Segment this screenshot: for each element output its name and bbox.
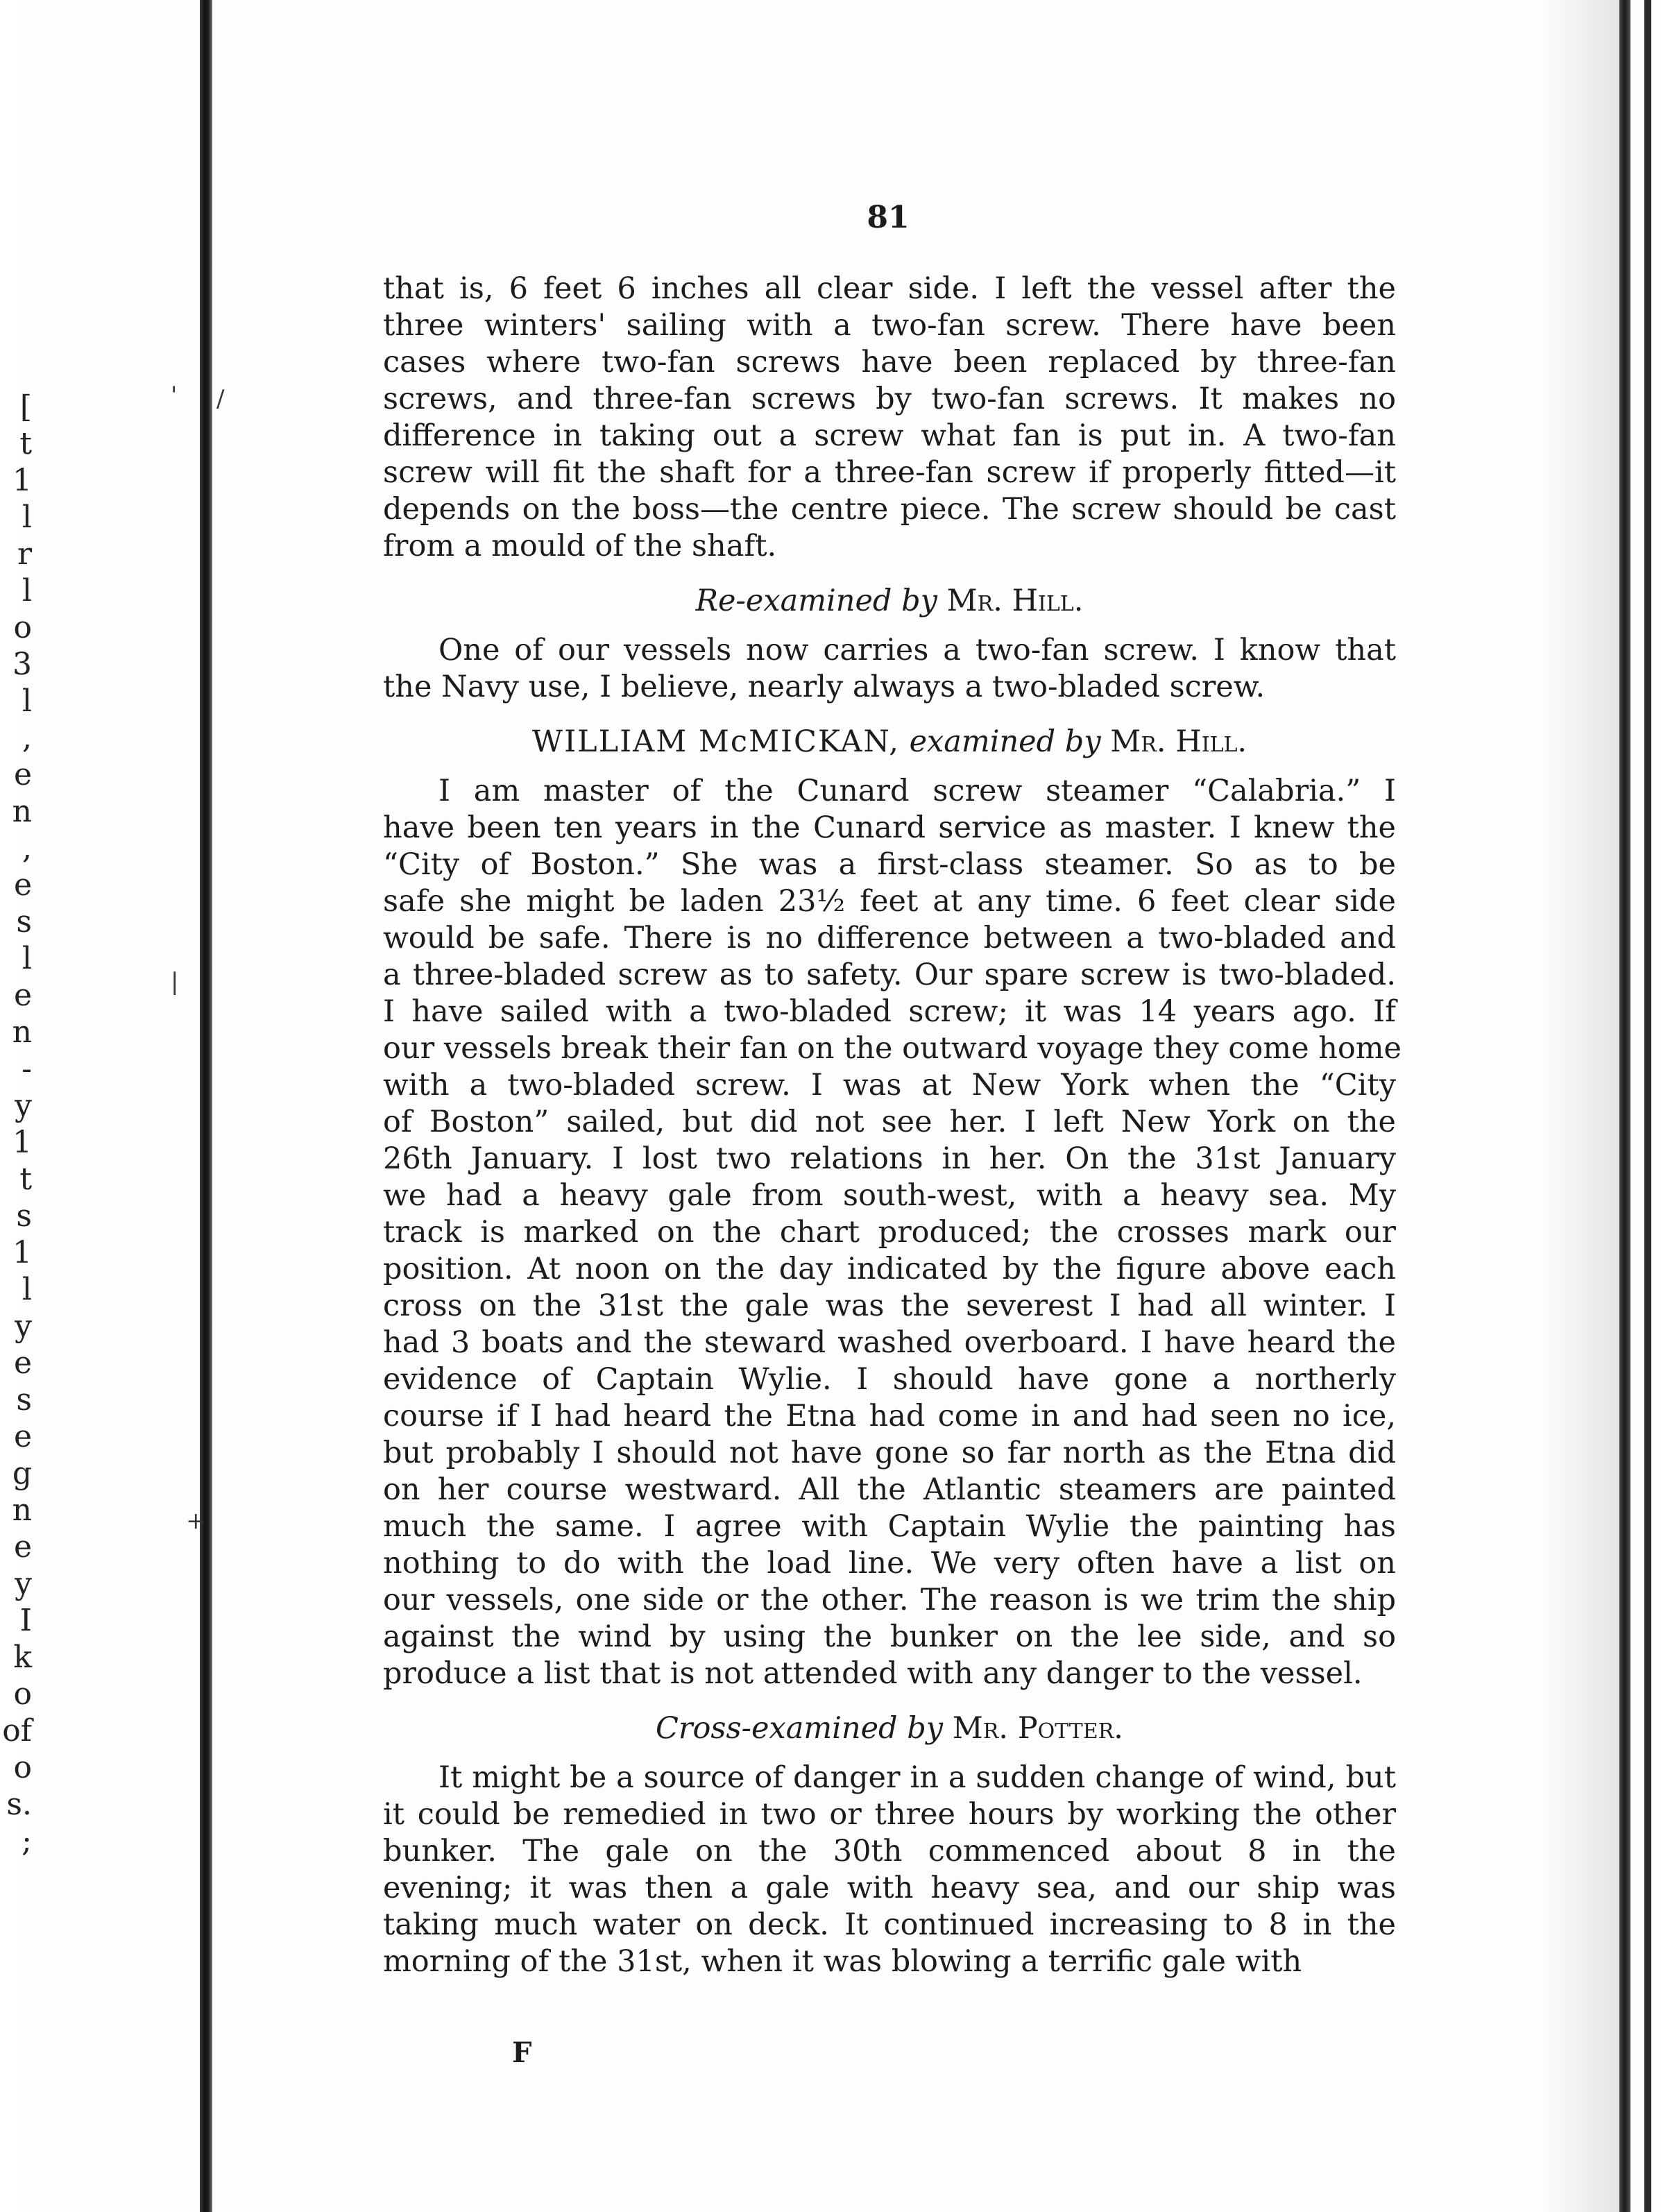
bleed-glyph: e <box>13 757 32 792</box>
bleed-glyph: s. <box>6 1787 32 1822</box>
text-line: I am master of the Cunard screw steamer “Calabria.” I <box>438 774 1396 808</box>
binding-spine <box>200 0 212 2212</box>
text-line: with a two-bladed screw. I was at New York when the “City <box>383 1068 1396 1103</box>
text-line: our vessels break their fan on the outward voyage they come home <box>383 1031 1402 1066</box>
text-line: from a mould of the shaft. <box>383 529 777 563</box>
bleed-glyph: n <box>12 1014 32 1050</box>
bleed-glyph: g <box>12 1456 32 1491</box>
text-line: against the wind by using the bunker on the lee side, and so <box>383 1619 1396 1654</box>
text-line: difference in taking out a screw what fan is put in. A two-fan <box>383 418 1396 453</box>
text-line: would be safe. There is no difference between a two-bladed and <box>383 921 1396 955</box>
text-line: a three-bladed screw as to safety. Our spare screw is two-bladed. <box>383 958 1396 992</box>
scan-frame-outer-edge <box>1644 0 1651 2212</box>
text-line: track is marked on the chart produced; the crosses mark our <box>383 1215 1396 1250</box>
bleed-glyph: e <box>13 867 32 903</box>
text-line: depends on the boss—the centre piece. The screw should be cast <box>383 492 1396 527</box>
bleed-glyph: , <box>22 720 32 756</box>
text-line: cross on the 31st the gale was the severest I had all winter. I <box>383 1288 1396 1323</box>
bleed-glyph: 1 <box>12 1125 32 1160</box>
heading-italic-text: Re-examined by <box>695 584 937 618</box>
text-line: One of our vessels now carries a two-fan screw. I know that <box>438 633 1396 667</box>
text-line: “City of Boston.” She was a first-class steamer. So as to be <box>383 847 1396 882</box>
text-line: evidence of Captain Wylie. I should have gone a northerly <box>383 1362 1396 1397</box>
paragraph <box>383 632 1396 706</box>
text-line: but probably I should not have gone so far north as the Etna did <box>383 1436 1396 1470</box>
text-line: we had a heavy gale from south-west, with a heavy sea. My <box>383 1178 1396 1213</box>
page-number: 81 <box>867 200 910 235</box>
bleed-glyph: o <box>13 610 32 645</box>
paragraph <box>383 271 1396 565</box>
text-line: screws, and three-fan screws by two-fan screws. It makes no <box>383 382 1396 416</box>
bleed-glyph: l <box>22 1272 32 1307</box>
text-line: screw will fit the shaft for a three-fan screw if properly fitted—it <box>383 455 1396 490</box>
section-heading <box>383 583 1396 620</box>
scan-speck: | <box>171 968 179 996</box>
bleed-glyph: y <box>15 1088 32 1123</box>
bleed-glyph: e <box>13 1529 32 1565</box>
paragraph <box>383 773 1402 1692</box>
bleed-glyph: [ <box>19 389 32 425</box>
text-line: on her course westward. All the Atlantic steamers are painted <box>383 1472 1396 1507</box>
bleed-glyph: l <box>22 573 32 609</box>
text-line: much the same. I agree with Captain Wylie the painting has <box>383 1509 1396 1544</box>
bleed-glyph: e <box>13 1419 32 1454</box>
text-line: bunker. The gale on the 30th commenced about 8 in the <box>383 1834 1396 1869</box>
text-line: I have sailed with a two-bladed screw; it was 14 years ago. If <box>383 994 1396 1029</box>
bleed-glyph: I <box>19 1603 32 1638</box>
witness-name: WILLIAM McMICKAN, <box>531 724 900 759</box>
examiner-name: Mr. Hill. <box>946 584 1084 618</box>
bleed-glyph: t <box>19 1162 32 1197</box>
bleed-glyph: e <box>13 978 32 1013</box>
bleed-glyph: - <box>22 1051 32 1087</box>
text-line: safe she might be laden 23½ feet at any time. 6 feet clear side <box>383 884 1396 919</box>
bleed-glyph: of <box>2 1713 32 1749</box>
text-line: morning of the 31st, when it was blowing a terrific gale with <box>383 1944 1302 1979</box>
text-line: taking much water on deck. It continued increasing to 8 in the <box>383 1907 1396 1942</box>
text-line: evening; it was then a gale with heavy sea, and our ship was <box>383 1871 1396 1905</box>
bleed-glyph: l <box>22 683 32 719</box>
text-line: position. At noon on the day indicated by the figure above each <box>383 1252 1396 1286</box>
scan-speck: + <box>186 1507 206 1535</box>
text-line: had 3 boats and the steward washed overboard. I have heard the <box>383 1325 1396 1360</box>
section-heading <box>383 724 1396 760</box>
bleed-glyph: n <box>12 1492 32 1528</box>
printer-signature-mark: F <box>512 2036 532 2069</box>
bleed-glyph: o <box>13 1750 32 1785</box>
bleed-glyph: , <box>22 831 32 866</box>
text-line: have been ten years in the Cunard service as master. I knew the <box>383 810 1396 845</box>
bleed-glyph: l <box>22 500 32 535</box>
bleed-glyph: 1 <box>12 1235 32 1270</box>
text-line: of Boston” sailed, but did not see her. I left New York on the <box>383 1105 1396 1139</box>
text-line: cases where two-fan screws have been replaced by three-fan <box>383 345 1396 380</box>
bleed-glyph: o <box>13 1676 32 1712</box>
paragraph <box>383 1760 1396 1980</box>
examiner-name: Mr. Potter. <box>952 1711 1123 1746</box>
text-line: that is, 6 feet 6 inches all clear side. I left the vessel after the <box>383 271 1396 306</box>
text-line: it could be remedied in two or three hours by working the other <box>383 1797 1396 1832</box>
text-line: produce a list that is not attended with any danger to the vessel. <box>383 1656 1363 1691</box>
section-heading <box>383 1710 1396 1747</box>
bleed-glyph: 1 <box>12 463 32 498</box>
scan-speck: / <box>216 385 225 413</box>
bleed-glyph: s <box>16 1382 32 1418</box>
examiner-name: Mr. Hill. <box>1110 724 1247 759</box>
bleed-glyph: s <box>16 904 32 939</box>
body-text <box>383 271 1402 1980</box>
bleed-glyph: 3 <box>12 647 32 682</box>
bleed-glyph: y <box>15 1309 32 1344</box>
text-line: course if I had heard the Etna had come in and had seen no ice, <box>383 1399 1396 1433</box>
bleed-glyph: r <box>17 536 32 572</box>
text-line: three winters' sailing with a two-fan screw. There have been <box>383 308 1396 343</box>
bleed-glyph: ; <box>22 1823 32 1859</box>
heading-italic-text: Cross-examined by <box>656 1711 944 1746</box>
text-line: nothing to do with the load line. We very often have a list on <box>383 1546 1396 1581</box>
text-line: It might be a source of danger in a sudden change of wind, but <box>438 1760 1396 1795</box>
page-edge-shadow <box>1543 0 1619 2212</box>
facing-page-bleed-through <box>0 389 42 2123</box>
text-line: the Navy use, I believe, nearly always a two-bladed screw. <box>383 670 1266 704</box>
bleed-glyph: e <box>13 1345 32 1381</box>
text-line: our vessels, one side or the other. The reason is we trim the ship <box>383 1583 1396 1617</box>
text-line: 26th January. I lost two relations in her. On the 31st January <box>383 1141 1396 1176</box>
bleed-glyph: n <box>12 794 32 829</box>
heading-italic-text: examined by <box>909 724 1101 759</box>
bleed-glyph: s <box>16 1198 32 1234</box>
bleed-glyph: k <box>13 1640 32 1675</box>
bleed-glyph: l <box>22 941 32 976</box>
bleed-glyph: t <box>19 426 32 461</box>
scan-frame-edge <box>1619 0 1630 2212</box>
bleed-glyph: y <box>15 1566 32 1601</box>
scan-speck: ' <box>171 382 178 409</box>
